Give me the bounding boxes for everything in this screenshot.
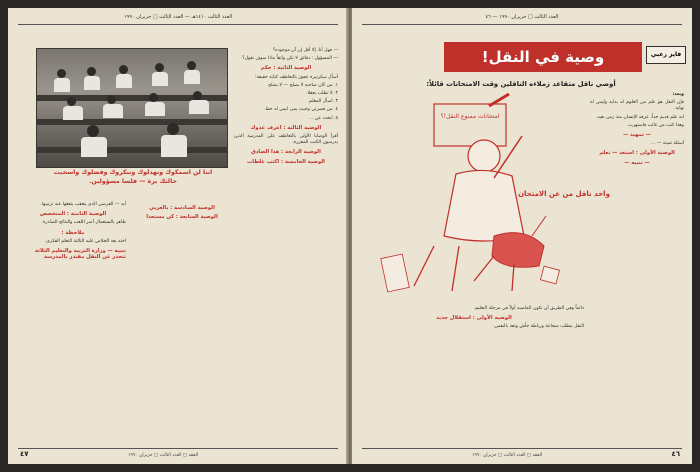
left-page-left-column [20,202,126,442]
teacher-body [444,170,524,241]
section-heading: الوصية الرابعة : هذا الصادق [251,149,321,156]
student-head [187,61,196,70]
left-page-footer: الفقه □ العدد الثالث □ حزيران ١٩٩٠ [128,453,199,458]
section-heading: ملاحظة : [61,229,85,236]
cartoon-label: واحد ناقل من عن الامتحان [518,190,610,198]
text-line: أيه — الفرصي الذي يتعقب يتفعها عند ترتيبها. [40,202,126,207]
student-head [119,65,128,74]
section-heading: الوصية الأولى : استقلال جديد [436,315,512,322]
text-line: وهذا كتب من غائب فاستهرب. [626,122,684,128]
left-page-right-column [234,48,338,292]
photo-caption: اننا لن اسمكوك ونهدلوك وننكروك وفضلوك واسحبت حالتك برة — فلسا مسؤولين. [53,169,213,185]
text-line: أسئلة ثمينة — ... [650,141,684,147]
student-shirt [103,104,123,118]
student-shirt [84,76,100,90]
student-body [492,233,544,268]
article-title: وصية في النقل! [444,42,642,72]
teacher-head [468,140,500,172]
left-page-middle-column [130,202,234,442]
classroom-photo [36,48,228,168]
student-head [57,69,66,78]
section-heading: الوصية الثامنة : المتخصص [39,211,107,218]
text-line: ظاهر بالستعمال أصر اللعب والنتائج الصادرة. [41,220,126,226]
right-page [352,8,692,464]
text-line: النقل يتطلب شجاعة ورباطة جأش وثقة بالنفس. [493,324,584,330]
text-line: انه علم قديم جداً، عرفه الإنسان منذ زمن بعيد. [595,114,684,120]
blackboard-text: امتحانات ممنوع النقل!؟ [440,113,500,120]
text-line: أسأل سكرتيرة عجوز بالتعاطف كتابة حقيقة: [254,74,338,80]
student-shirt [152,72,168,86]
section-heading: الوصية الثالثة : اعرف عدوك [250,124,322,131]
student-shirt [184,70,200,84]
left-footer-rule [18,448,338,449]
student-shirt [63,106,83,120]
right-footer-rule [362,448,682,449]
page-number: ٤٧ [20,450,29,458]
section-heading: — تنبيه — [624,159,650,166]
exam-paper [540,266,559,284]
right-page-right-column [590,92,684,442]
student-head [107,95,116,104]
right-page-bottom-columns [364,306,584,442]
text-line: فإن النقل هو علم من العلوم له بداية وليس له نهاية. [590,100,684,112]
left-page [8,8,348,464]
student-head [193,91,202,100]
student-shirt [161,135,187,157]
student-shirt [116,74,132,88]
student-head [87,67,96,76]
teacher-legs [414,246,459,291]
blackboard [434,104,506,146]
student-head [67,97,76,106]
text-line: ٤. من قصرتي وحيث يمر، ليس له حظ. [263,107,338,113]
exam-papers [381,254,410,292]
teacher-cartoon-illustration [374,96,610,296]
text-line: — المسؤول : دقائق لا تكن واثقاً ماذا سوف تقول؟ [242,56,338,62]
student-head [155,63,164,72]
text-line: ٢. لا تطلب يعقلا. [305,91,338,97]
right-header-rule [362,24,682,25]
student-head [149,93,158,102]
text-line: ٥. ابحث عن ... [309,115,338,121]
section-heading: الوصية الثانية : حكم [260,65,312,72]
left-page-header: العدد الثالث ١٤١٠هـ — العدد الثالث □ حزيران ١٩٩٠ [123,14,233,20]
text-line: ٣. اسأل المعلم. [307,99,338,105]
section-heading: الوصية السادسة : بالعربي [149,205,215,211]
text-line: — فهل أنا، إلا أقل إن آن موجوده؟ [272,48,338,53]
section-heading: الوصية الخامسة : اكتب غلطات [247,158,325,165]
note-text: تنبيه — وزارة التربية والتعليم الثلاثة تتحدر عن النقل مقتدر بالمدرسة [34,248,126,261]
text-line: دائماً وفي الطريق أن تكون الماضية أولاً في مرحلة التعليم. [473,306,584,311]
student-shirt [145,102,165,116]
right-page-header: العدد الثالث □ حزيران ١٩٩٠ — ٤٦ [485,14,559,20]
section-heading: — تمهيد — [623,132,651,139]
page-number: ٤٦ [671,450,680,458]
text-line: اخته بعد الخلاص عليه الثالثة التعلم الفكري. [44,238,126,244]
student-head [87,125,99,137]
student-shirt [81,137,107,157]
desk-row [37,147,227,153]
label-arrow [532,216,546,236]
text-line: أقرأ الوصايا الأولى بالتعاطف على المدرسة الذين يدرسون الكتب المقررة. [234,134,338,146]
right-page-footer: الفقه □ العدد الثالث □ حزيران ١٩٩٠ [472,453,543,458]
section-heading: الوصية الأولى : استعد — تعلم [599,150,675,157]
student-shirt [189,100,209,114]
student-head [167,123,179,135]
text-line: ١. من كان صاحبه لا يصلح — لا يصلح [268,82,338,88]
left-header-rule [18,24,338,25]
article-subtitle: أوصي ناقل متقاعد زملاءه الناقلين وقت الامتحانات قائلاً: [426,80,616,88]
section-heading: الوصية السابعة : كن مستعدا [146,214,218,221]
student-shirt [54,78,70,92]
author-box: فايز زعبي [646,46,686,64]
text-line: وبعد: [672,92,684,97]
